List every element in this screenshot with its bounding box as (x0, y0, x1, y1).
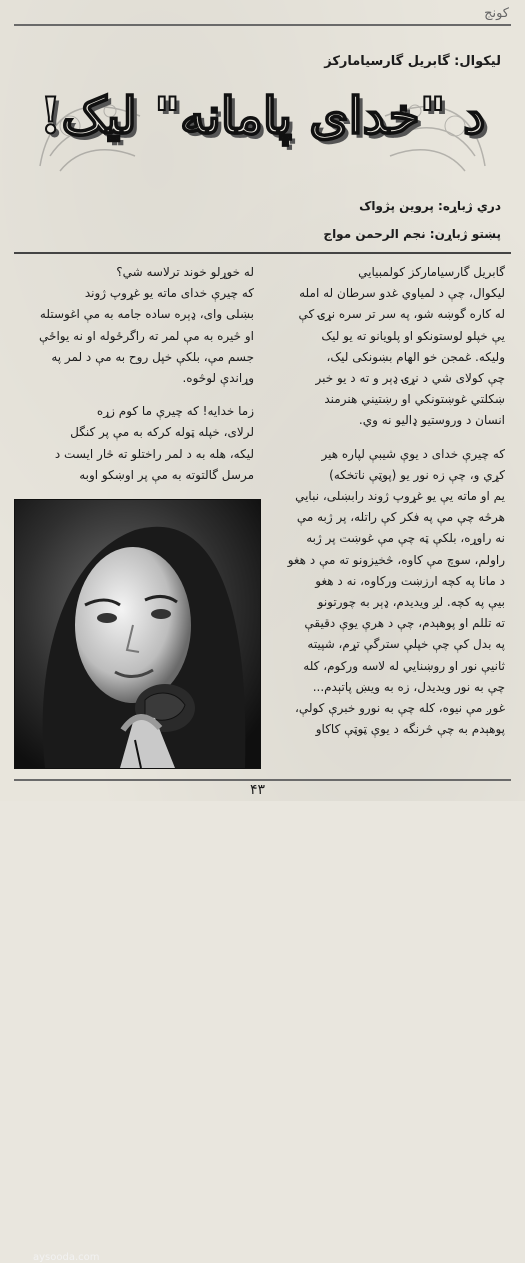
text-line: نه راوړه، بلکې ټه چې مې غوښت پر ژبه (306, 531, 505, 546)
text-line: زما خدایه! که چیرې ما کوم زړه (96, 404, 254, 419)
text-line: بیې په کچه. لږ ویدیدم، ډېر به چورتونو (317, 595, 505, 610)
article-column-left (18, 262, 254, 486)
paragraph-gap (18, 389, 254, 401)
text-line: ښکلتي غوښتونکي او رښتیني هنرمند (324, 392, 505, 407)
text-line: ثانیې نور او روښنایي له لاسه ورکوم، کله (303, 658, 505, 673)
text-line: له خوړلو خوند ترلاسه شي؟ (116, 265, 254, 279)
text-line: غوږ مې نیوه، کله چې به نورو خبرې کولې، (294, 701, 505, 716)
text-line: چې به نور ویدیدل، زه به ویښ پاتېدم... (312, 679, 505, 694)
article-title: د "خدای پامانه" لیک! (39, 86, 486, 145)
text-line: په بدل کې چې خپلې سترگې تړم، شپیته (307, 637, 505, 652)
text-line: که چیرې خدای د یوې شیبې لپاره هیر (321, 446, 505, 461)
header-rule (14, 24, 511, 26)
pashto-translator: پښتو ژباړن: نجم الرحمن مواج (323, 227, 501, 241)
text-line: ته تللم او پوهېدم، چې د هرې یوې دقیقې (304, 616, 505, 631)
title-block (30, 82, 495, 178)
text-line: پوهېدم به چې څرنگه د یوې ټوټې کاکاو (315, 722, 505, 737)
text-line: بښلی وای، ډېره ساده جامه به مې اغوستله (39, 307, 254, 322)
photo-watermark: aysooda.com (33, 1252, 100, 1263)
text-line: مرسل گالتوته به مې پر اوښکو اوبه (79, 467, 254, 482)
text-line: چې کولای شي د نړۍ ډېر و ته د یو خبر (315, 371, 505, 386)
text-line: د مانا په کچه ارزښت ورکاوه، نه د هغو (315, 573, 505, 588)
footer-rule (14, 779, 511, 781)
text-line: گابریل گارسیامارکز کولمبیایي (358, 265, 505, 279)
text-line: که چیرې خدای ماته یو غړوپ ژوند (84, 286, 254, 301)
text-line: لرلای، خپله ټوله کرکه به مې پر کنگل (70, 425, 254, 440)
text-line: راولم، سوچ مې کاوه، څخیزونو ته مې د هغو (287, 552, 505, 567)
text-line: لیکوال، چې د لمیاوي غدو سرطان له امله (299, 286, 505, 301)
text-line: او څیره به مې لمر ته راگرځوله او نه یواځې (39, 328, 254, 343)
paragraph-gap (269, 432, 505, 444)
text-line: له کاره گوښه شو، په سر تر سره نړۍ کې (298, 307, 505, 322)
text-line: وړاندې لوڅوه. (182, 371, 254, 386)
dari-translator: دري ژباړه: پروین پژواک (359, 199, 501, 213)
page-number: ۴۳ (250, 782, 266, 798)
translator-credits (323, 192, 501, 248)
text-line: هرڅه چې مې په فکر کې راتله، پر ژبه مې (296, 510, 505, 525)
section-divider (14, 252, 511, 254)
article-column-right (269, 262, 505, 740)
section-header-mark: کونج (484, 6, 509, 21)
text-line: کړي و، چې زه نور یو (پوټې ناتخکه) (329, 467, 505, 482)
text-line: یې خپلو لوستونکو او پلویانو ته یو لیک (321, 328, 505, 343)
author-byline: لیکوال: گابریل گارسیامارکز (324, 54, 501, 69)
portrait-illustration (15, 500, 260, 768)
text-line: لیکه، هله به د لمر راختلو ته څار ایست د (54, 446, 254, 461)
text-line: جسم مې، بلکې خپل روح به مې د لمر په (51, 349, 254, 364)
text-line: ولیکه. غمجن خو الهام بښونکی لیک، (326, 349, 505, 364)
text-line: انسان د وروستیو ډالیو نه وي. (358, 413, 505, 428)
text-line: یم او ماته یې یو غړوپ ژوند رابښلی، نبایي (295, 489, 505, 504)
